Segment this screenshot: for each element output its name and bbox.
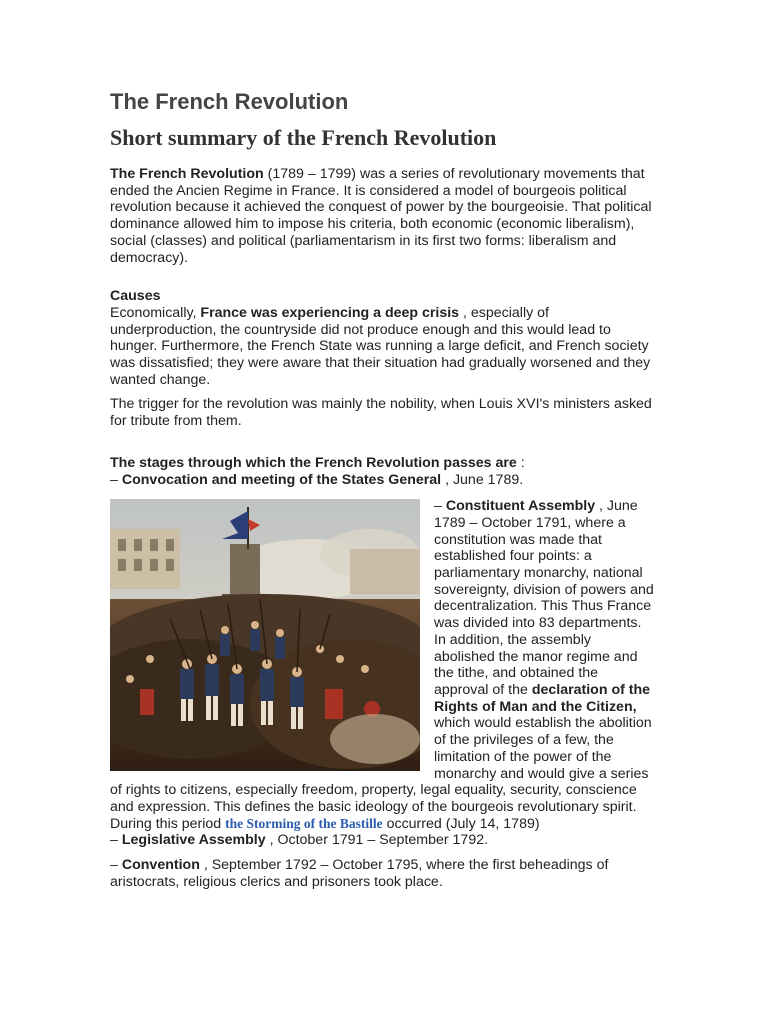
convocation-tail: , June 1789. <box>441 471 524 488</box>
convocation-dash: – <box>110 471 122 488</box>
legislative-dash: – <box>110 832 122 849</box>
legislative-tail: , October 1791 – September 1792. <box>265 832 489 849</box>
painting-storming-crowd-icon <box>110 499 420 771</box>
document-page <box>110 88 655 890</box>
intro-paragraph <box>110 166 655 266</box>
constituent-text-2: which would establish the abolition of the privileges of a few, the limitation of the power of the monarchy and would give a series of rights to citizens, especially freedom, property, legal equality, security, conscience and expression. This defines the basic ideology of the bourgeois revolutionary spirit. During this period <box>110 715 652 832</box>
causes-bold: France was experiencing a deep crisis <box>200 304 460 321</box>
causes-paragraph <box>110 305 655 389</box>
intro-bold-lead: The French Revolution <box>110 166 264 182</box>
constituent-text-1: , June 1789 – October 1791, where a constitution was made that established four points: a parliamentary monarchy, national sovereignty, division of powers and decentralization. This Thus France was divided into 83 departments. In addition, the assembly abolished the manor regime and the tithe, and obtained the approval of the <box>434 498 654 698</box>
stages-heading-tail: : <box>516 454 525 471</box>
constituent-dash: – <box>434 498 446 515</box>
convention-tail: , September 1792 – October 1795, where the first beheadings of aristocrats, religious clerics and prisoners took place. <box>110 857 609 890</box>
causes-heading-text: Causes <box>110 288 161 305</box>
convention-paragraph <box>110 857 655 890</box>
convention-bold: Convention <box>121 857 200 874</box>
bastille-tail: occurred (July 14, 1789) <box>382 815 540 832</box>
bastille-link[interactable]: the Storming of the Bastille <box>225 815 383 831</box>
stages-heading-bold: The stages through which the French Revolution passes are <box>110 454 517 471</box>
convocation-bold: Convocation and meeting of the States General <box>121 471 442 488</box>
constituent-section <box>110 498 655 849</box>
page-title: The French Revolution <box>110 89 349 114</box>
causes-pre: Economically, <box>110 304 201 321</box>
stages-heading <box>110 455 655 488</box>
trigger-paragraph: The trigger for the revolution was mainly the nobility, when Louis XVI's ministers asked for tribute from them. <box>110 396 652 430</box>
convention-dash: – <box>110 857 122 874</box>
causes-heading <box>110 288 655 305</box>
page-subtitle: Short summary of the French Revolution <box>110 125 497 150</box>
storming-painting-image <box>110 499 420 771</box>
intro-text: (1789 – 1799) was a series of revolutionary movements that ended the Ancien Regime in France. It is considered a model of bourgeois political revolution because it achieved the conquest of power by the bourgeoisie. That political dominance allowed him to impose his criteria, both economic (economic liberalism), social (classes) and political (parliamentarism in its first two forms: liberalism and democracy). <box>110 166 652 266</box>
declaration-bold: declaration of the Rights of Man and the Citizen, <box>434 681 651 715</box>
legislative-bold: Legislative Assembly <box>121 832 266 849</box>
constituent-bold: Constituent Assembly <box>445 498 596 515</box>
causes-post: , especially of underproduction, the countryside did not produce enough and this would lead to hunger. Furthermore, the French State was running a large deficit, and French society was dissatisfied; they were aware that their situation had gradually worsened and they wanted change. <box>110 304 651 388</box>
